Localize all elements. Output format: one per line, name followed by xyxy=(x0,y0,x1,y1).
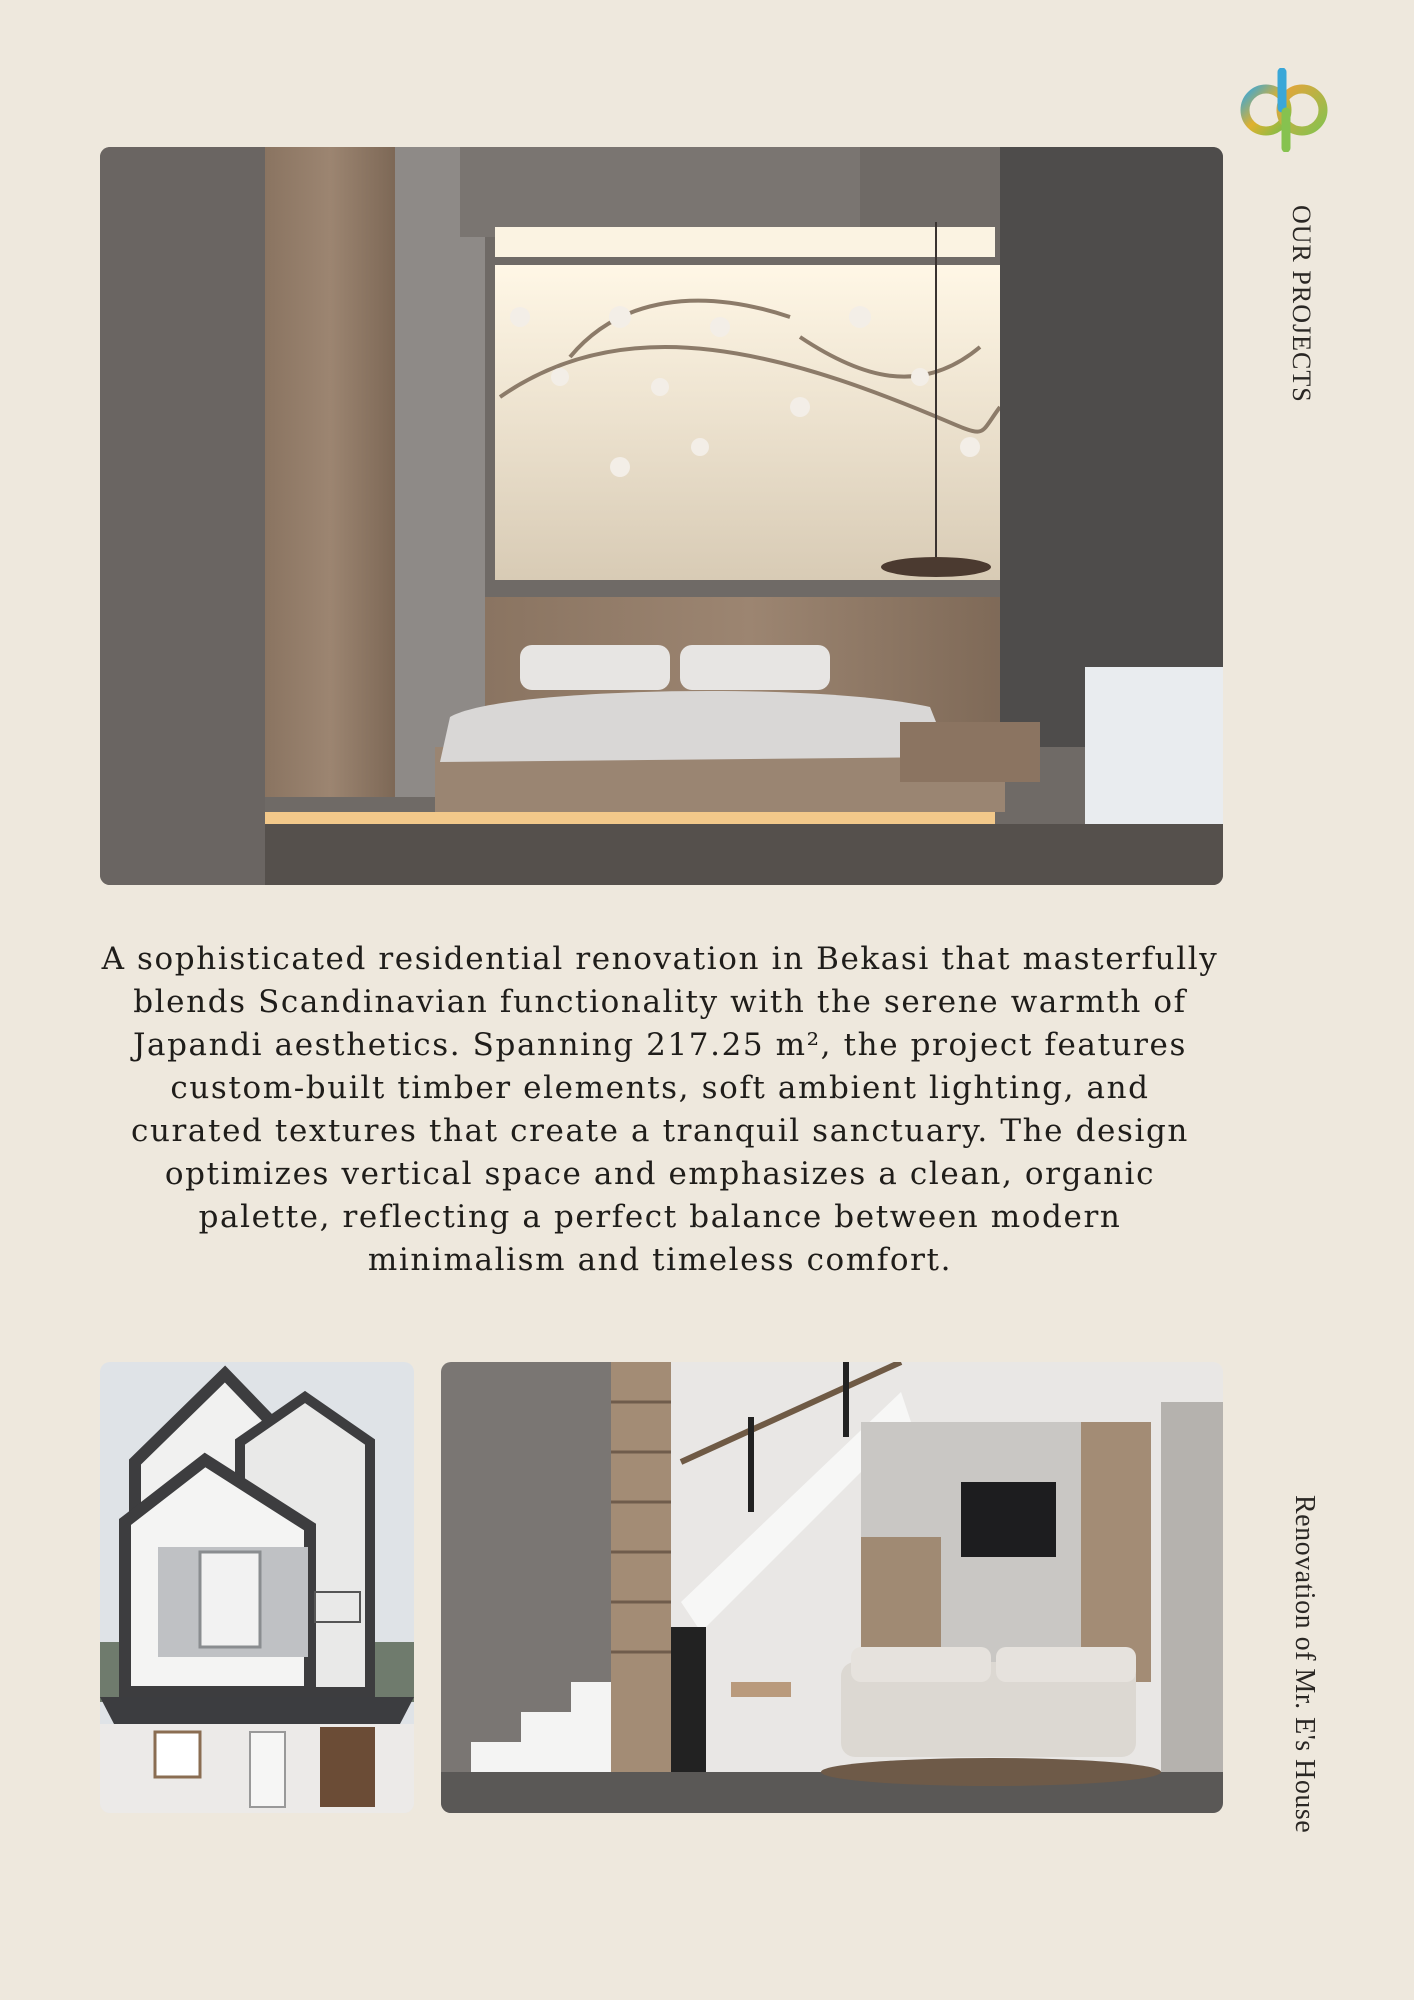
dp-monogram-logo-icon xyxy=(1234,68,1334,152)
bedroom-render-image xyxy=(100,147,1223,885)
project-description: A sophisticated residential renovation in Bekasi that masterfully blends Scandinavian functionality with the serene warmth of Japandi aesthetics. Spanning 217.25 m², the project features custom-built timber elements, soft ambient lighting, and curated textures that create a tranquil sanctuary. The design optimizes vertical space and emphasizes a clean, organic palette, reflecting a perfect balance between modern minimalism and timeless comfort. xyxy=(101,941,1219,1278)
section-label: OUR PROJECTS xyxy=(1287,205,1316,403)
living-room-stairs-render-image xyxy=(441,1362,1223,1813)
house-exterior-render-image xyxy=(100,1362,414,1813)
project-title: Renovation of Mr. E's House xyxy=(1289,1495,1320,1834)
